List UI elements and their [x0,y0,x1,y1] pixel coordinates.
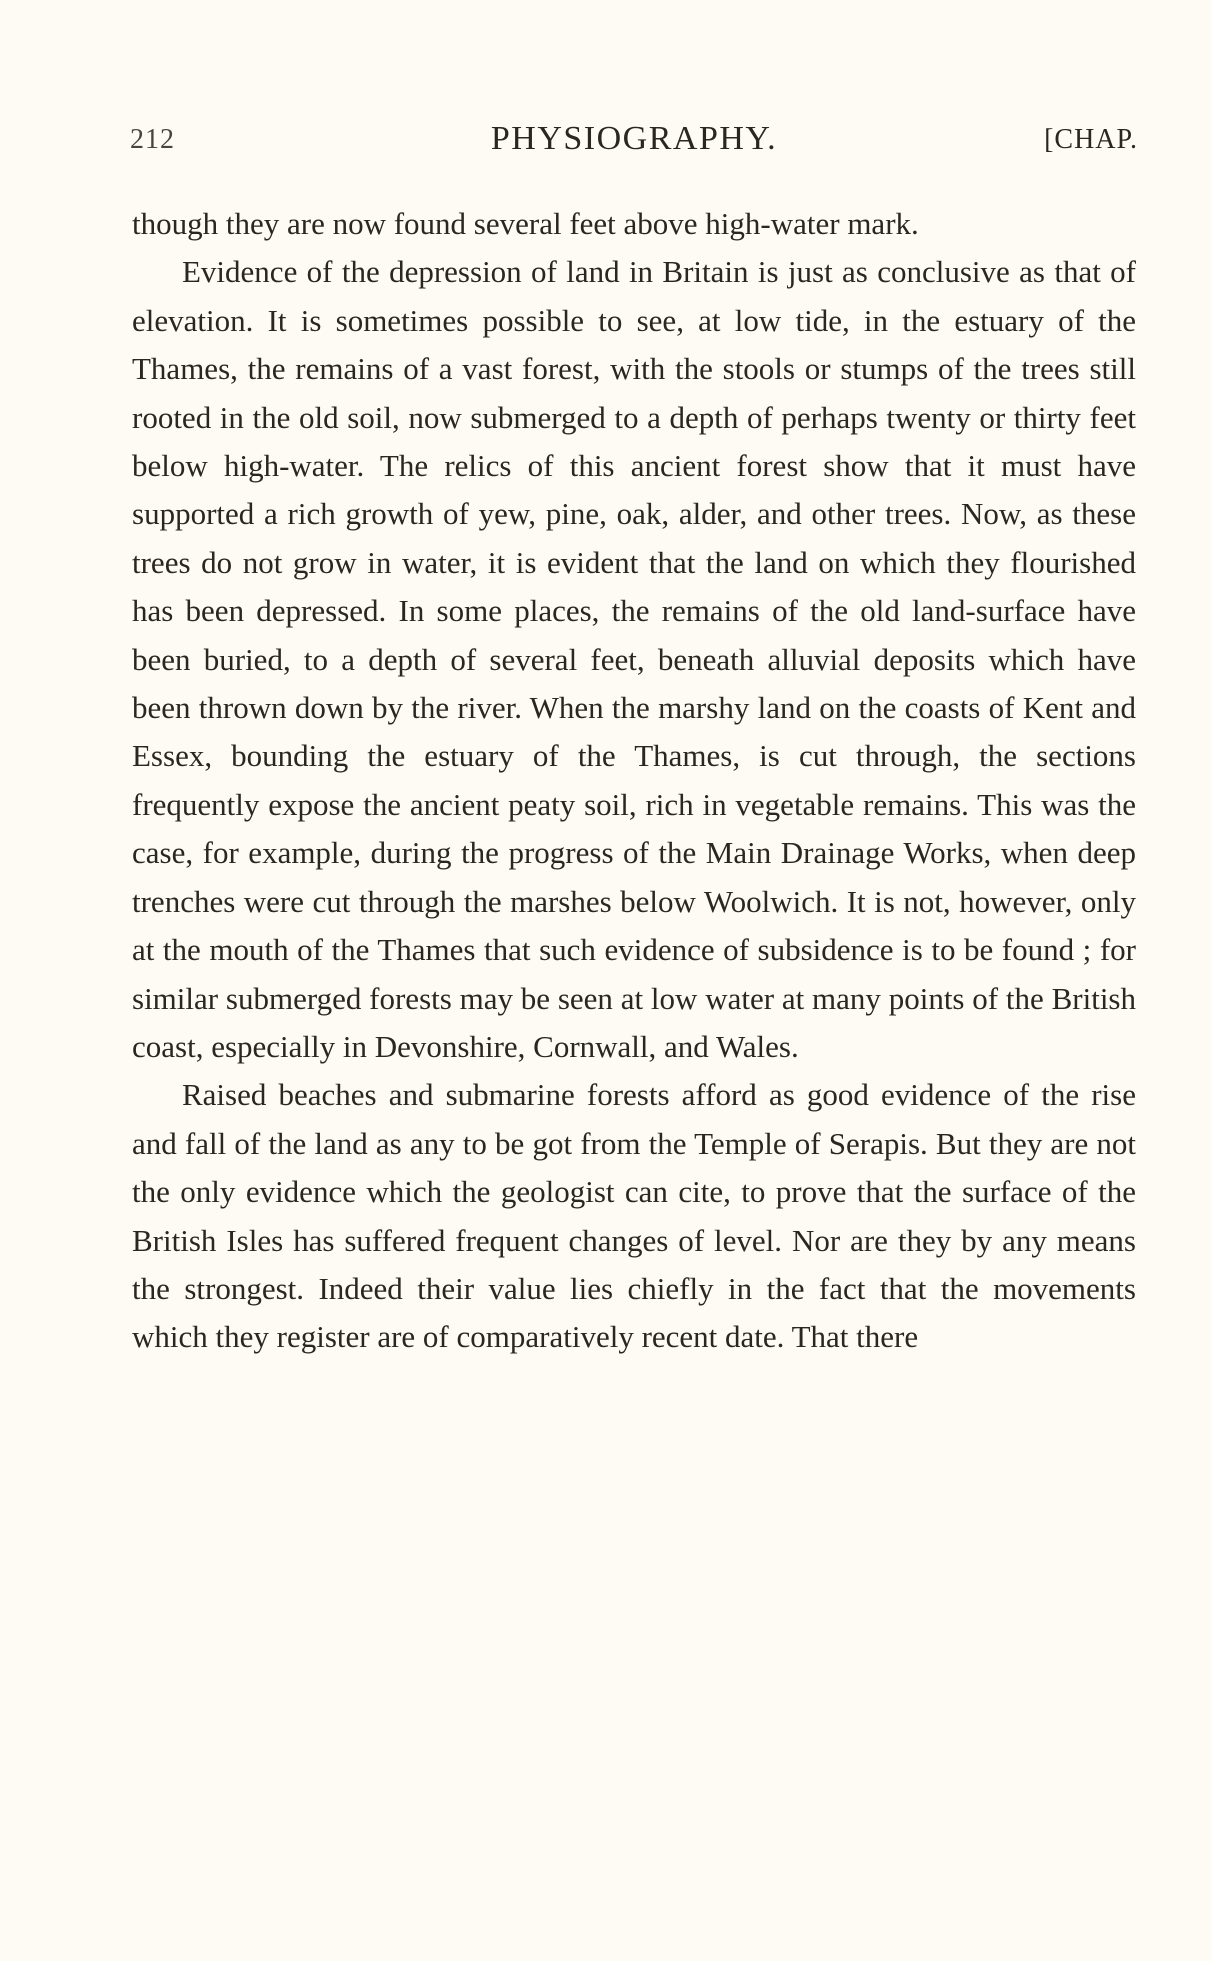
chapter-mark: [CHAP. [1044,124,1138,155]
body-text [132,200,1136,1362]
page-number: 212 [130,124,175,155]
running-head [130,120,1138,164]
paragraph-continuation: though they are now found several feet above high-water mark. [132,206,919,241]
paragraph-depression-evidence: Evidence of the depression of land in Britain is just as conclusive as that of elevation. It is sometimes possible to see, at low tide, in the estuary of the Thames, the remains of a vast forest, with the stools or stumps of the trees still rooted in the old soil, now submerged to a depth of perhaps twenty or thirty feet below high-water. The relics of this ancient forest show that it must have supported a rich growth of yew, pine, oak, alder, and other trees. Now, as these trees do not grow in water, it is evident that the land on which they flourished has been depressed. In some places, the remains of the old land-surface have been buried, to a depth of several feet, beneath alluvial deposits which have been thrown down by the river. When the marshy land on the coasts of Kent and Essex, bounding the estuary of the Thames, is cut through, the sections frequently expose the ancient peaty soil, rich in vegetable remains. This was the case, for example, during the progress of the Main Drainage Works, when deep trenches were cut through the marshes below Woolwich. It is not, however, only at the mouth of the Thames that such evidence of subsidence is to be found ; for similar submerged forests may be seen at low water at many points of the British coast, especially in Devonshire, Cornwall, and Wales. [132,254,1136,1064]
running-title: PHYSIOGRAPHY. [490,120,778,157]
paragraph-raised-beaches: Raised beaches and submarine forests afford as good evidence of the rise and fall of the land as any to be got from the Temple of Serapis. But they are not the only evidence which the geologist can cite, to prove that the surface of the British Isles has suffered frequent changes of level. Nor are they by any means the strongest. Indeed their value lies chiefly in the fact that the movements which they register are of comparatively recent date. That there [132,1077,1136,1355]
